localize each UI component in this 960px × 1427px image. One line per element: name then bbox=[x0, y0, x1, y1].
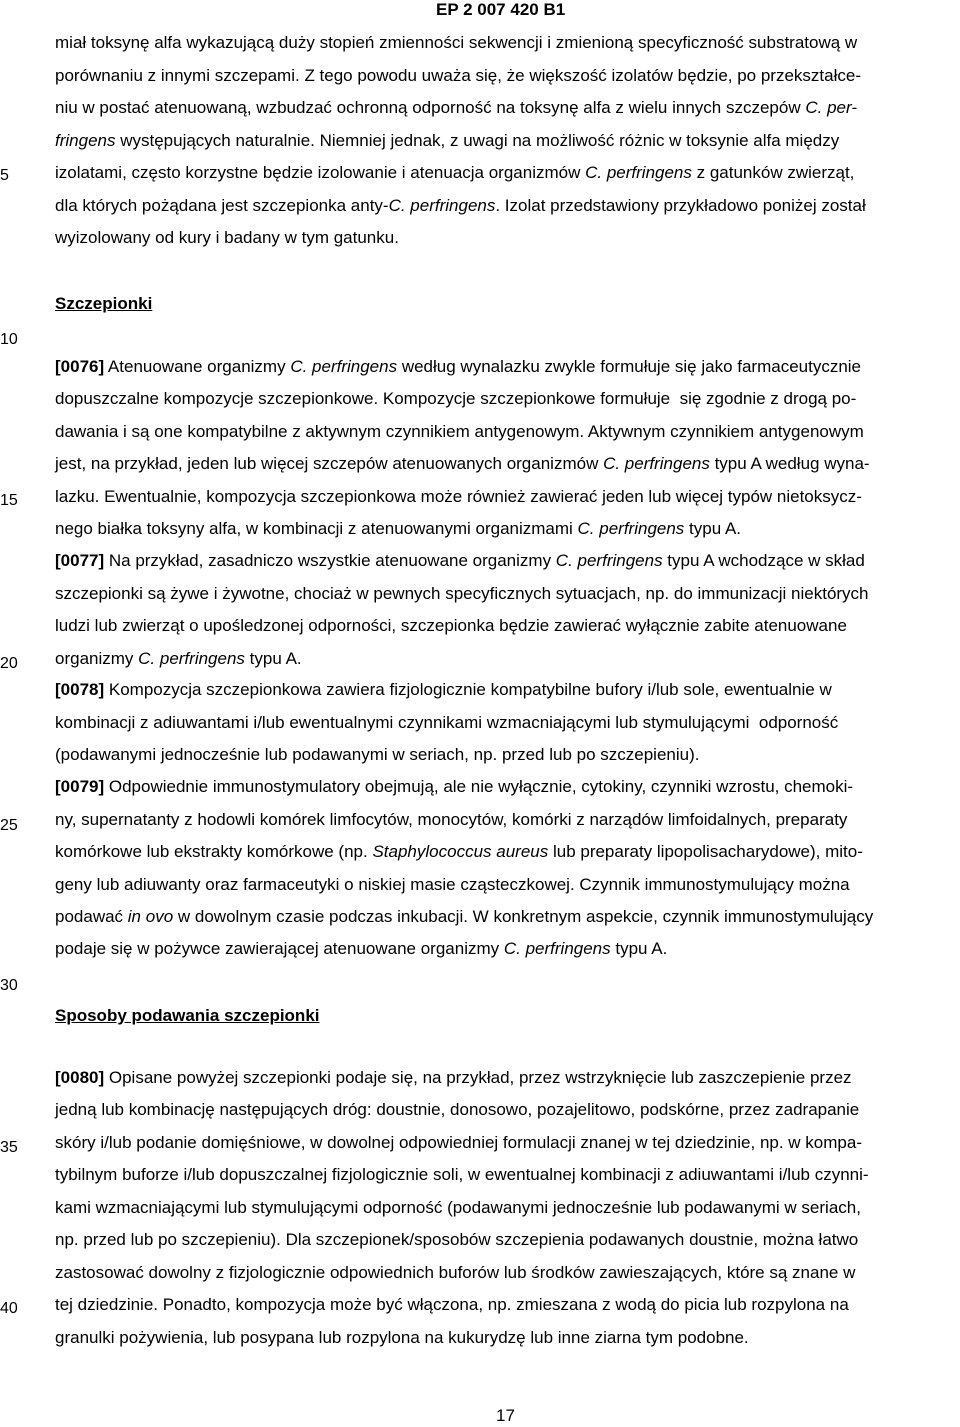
text-line bbox=[55, 227, 399, 249]
paragraph-number: [0076] bbox=[55, 357, 105, 376]
text-segment: typu A wchodzące w skład bbox=[662, 551, 865, 570]
text-line bbox=[55, 486, 862, 508]
text-line bbox=[55, 1229, 858, 1251]
text-line bbox=[55, 421, 864, 443]
margin-line-number: 35 bbox=[0, 1139, 18, 1156]
text-segment: podawać bbox=[55, 907, 128, 926]
text-segment: typu A. bbox=[610, 939, 668, 958]
text-segment: ludzi lub zwierząt o upośledzonej odporności, szczepionka będzie zawierać wyłącznie zabite atenuowane bbox=[55, 616, 847, 635]
text-segment: komórkowe lub ekstrakty komórkowe (np. bbox=[55, 842, 373, 861]
page-number: 17 bbox=[496, 1406, 515, 1425]
text-segment: porównaniu z innymi szczepami. Z tego powodu uważa się, że większość izolatów będzie, po przekształce- bbox=[55, 66, 861, 85]
text-segment: jest, na przykład, jeden lub więcej szczepów atenuowanych organizmów bbox=[55, 454, 604, 473]
text-segment: geny lub adiuwanty oraz farmaceutyki o niskiej masie cząsteczkowej. Czynnik immunostymulujący można bbox=[55, 875, 850, 894]
text-segment: według wynalazku zwykle formułuje się jako farmaceutycznie bbox=[397, 357, 862, 376]
text-line bbox=[55, 453, 870, 475]
text-line bbox=[55, 388, 856, 410]
text-segment: w dowolnym czasie podczas inkubacji. W konkretnym aspekcie, czynnik immunostymulujący bbox=[173, 907, 874, 926]
text-segment: Atenuowane organizmy bbox=[104, 357, 291, 376]
text-segment: lub preparaty lipopolisacharydowe), mito- bbox=[548, 842, 863, 861]
text-line bbox=[55, 356, 861, 378]
text-segment: typu A. bbox=[684, 519, 742, 538]
italic-text: C. perfringens bbox=[138, 649, 245, 668]
italic-text: C. perfringens bbox=[603, 454, 710, 473]
section-heading: Szczepionki bbox=[55, 294, 153, 313]
text-line bbox=[55, 906, 873, 928]
italic-text: C. perfringens bbox=[503, 939, 611, 958]
text-line bbox=[55, 1197, 861, 1219]
text-line bbox=[55, 1067, 852, 1089]
text-segment: kami wzmacniającymi lub stymulującymi odporność (podawanymi jednocześnie lub podawanymi w seriach, bbox=[55, 1198, 861, 1217]
text-segment: miał toksynę alfa wykazującą duży stopień zmienności sekwencji i zmienioną specyficzność substratową w bbox=[55, 33, 858, 52]
text-segment: organizmy bbox=[55, 649, 139, 668]
text-segment: nego białka toksyny alfa, w kombinacji z atenuowanymi organizmami bbox=[55, 519, 578, 538]
text-segment: (podawanymi jednocześnie lub podawanymi w seriach, np. przed lub po szczepieniu). bbox=[55, 745, 700, 764]
margin-line-number: 15 bbox=[0, 492, 18, 509]
text-segment: . Izolat przedstawiony przykładowo poniżej został bbox=[495, 196, 866, 215]
text-segment: dawania i są one kompatybilne z aktywnym czynnikiem antygenowym. Aktywnym czynnikiem antygenowym bbox=[55, 422, 864, 441]
italic-text: C. perfringens bbox=[555, 551, 663, 570]
text-line bbox=[55, 162, 854, 184]
text-segment: dla których pożądana jest szczepionka anty- bbox=[55, 196, 389, 215]
text-line bbox=[55, 809, 847, 831]
italic-text: C. per- bbox=[805, 98, 857, 117]
margin-line-number: 30 bbox=[0, 977, 18, 994]
text-segment: szczepionki są żywe i żywotne, chociaż w pewnych specyficznych sytuacjach, np. do immunizacji niektórych bbox=[55, 584, 869, 603]
text-line bbox=[55, 744, 699, 766]
italic-text: C. perfringens bbox=[290, 357, 398, 376]
text-segment: typu A. bbox=[244, 649, 302, 668]
margin-line-number: 40 bbox=[0, 1300, 18, 1317]
italic-text: Staphylococcus aureus bbox=[372, 842, 549, 861]
text-segment: występujących naturalnie. Niemniej jednak, z uwagi na możliwość różnic w toksynie alfa między bbox=[115, 131, 840, 150]
text-segment: granulki pożywienia, lub posypana lub rozpylona na kukurydzę lub inne ziarna tym podobne. bbox=[55, 1328, 749, 1347]
margin-line-number: 5 bbox=[0, 167, 9, 184]
text-segment: Opisane powyżej szczepionki podaje się, na przykład, przez wstrzyknięcie lub zaszczepienie przez bbox=[104, 1068, 852, 1087]
text-segment: Odpowiednie immunostymulatory obejmują, ale nie wyłącznie, cytokiny, czynniki wzrostu, chemoki- bbox=[104, 777, 854, 796]
text-segment: zastosować dowolny z fizjologicznie odpowiednich buforów lub środków zawieszających, które są znane w bbox=[55, 1263, 856, 1282]
italic-text: C. perfringens bbox=[388, 196, 496, 215]
document-id-header: EP 2 007 420 B1 bbox=[436, 0, 566, 19]
text-segment: wyizolowany od kury i badany w tym gatunku. bbox=[55, 228, 399, 247]
italic-text: C. perfringens bbox=[585, 163, 692, 182]
text-segment: skóry i/lub podanie domięśniowe, w dowolnej odpowiedniej formulacji znanej w tej dziedzinie, np. w kompa- bbox=[55, 1133, 862, 1152]
text-segment: z gatunków zwierząt, bbox=[691, 163, 855, 182]
text-segment: Kompozycja szczepionkowa zawiera fizjologicznie kompatybilne bufory i/lub sole, ewentualnie w bbox=[104, 680, 832, 699]
text-line bbox=[55, 841, 863, 863]
text-line bbox=[55, 1099, 859, 1121]
text-segment: Na przykład, zasadniczo wszystkie atenuowane organizmy bbox=[104, 551, 556, 570]
text-line bbox=[55, 130, 839, 152]
text-line bbox=[55, 1327, 749, 1349]
text-line bbox=[55, 1294, 849, 1316]
text-line bbox=[55, 938, 667, 960]
text-segment: tybilnym buforze i/lub dopuszczalnej fizjologicznie soli, w ewentualnej kombinacji z adiuwantami i/lub czynni- bbox=[55, 1165, 869, 1184]
margin-line-number: 10 bbox=[0, 331, 18, 348]
text-line bbox=[55, 1262, 855, 1284]
text-segment: np. przed lub po szczepieniu). Dla szczepionek/sposobów szczepienia podawanych doustnie, można łatwo bbox=[55, 1230, 859, 1249]
paragraph-number: [0080] bbox=[55, 1068, 105, 1087]
text-line bbox=[55, 65, 861, 87]
text-line bbox=[55, 874, 850, 896]
text-line bbox=[55, 776, 853, 798]
text-line bbox=[55, 679, 832, 701]
text-line bbox=[55, 195, 866, 217]
text-segment: typu A według wyna- bbox=[709, 454, 870, 473]
text-line bbox=[55, 97, 857, 119]
paragraph-number: [0077] bbox=[55, 551, 105, 570]
text-line bbox=[55, 550, 865, 572]
section-heading: Sposoby podawania szczepionki bbox=[55, 1006, 320, 1025]
italic-text: C. perfringens bbox=[577, 519, 685, 538]
text-segment: izolatami, często korzystne będzie izolowanie i atenuacja organizmów bbox=[55, 163, 586, 182]
margin-line-number: 25 bbox=[0, 817, 18, 834]
text-segment: jedną lub kombinację następujących dróg: doustnie, donosowo, pozajelitowo, podskórne, przez zadrapanie bbox=[55, 1100, 860, 1119]
text-line bbox=[55, 1164, 869, 1186]
paragraph-number: [0078] bbox=[55, 680, 105, 699]
text-segment: tej dziedzinie. Ponadto, kompozycja może być włączona, np. zmieszana z wodą do picia lub rozpylona na bbox=[55, 1295, 849, 1314]
text-line bbox=[55, 712, 838, 734]
text-segment: lazku. Ewentualnie, kompozycja szczepionkowa może również zawierać jeden lub więcej typów nietoksycz- bbox=[55, 487, 862, 506]
margin-line-number: 20 bbox=[0, 655, 18, 672]
text-line bbox=[55, 583, 869, 605]
italic-text: fringens bbox=[55, 131, 116, 150]
text-line bbox=[55, 1132, 862, 1154]
text-segment: niu w postać atenuowaną, wzbudzać ochronną odporność na toksynę alfa z wielu innych szczepów bbox=[55, 98, 806, 117]
text-segment: dopuszczalne kompozycje szczepionkowe. Kompozycje szczepionkowe formułuje się zgodnie z drogą po- bbox=[55, 389, 857, 408]
text-line bbox=[55, 518, 741, 540]
text-segment: kombinacji z adiuwantami i/lub ewentualnymi czynnikami wzmacniającymi lub stymulującymi odporność bbox=[55, 713, 839, 732]
text-segment: podaje się w pożywce zawierającej atenuowane organizmy bbox=[55, 939, 504, 958]
text-line bbox=[55, 648, 302, 670]
text-line bbox=[55, 615, 847, 637]
text-segment: ny, supernatanty z hodowli komórek limfocytów, monocytów, komórki z narządów limfoidalnych, preparaty bbox=[55, 810, 848, 829]
italic-text: in ovo bbox=[127, 907, 174, 926]
text-line bbox=[55, 32, 857, 54]
paragraph-number: [0079] bbox=[55, 777, 105, 796]
